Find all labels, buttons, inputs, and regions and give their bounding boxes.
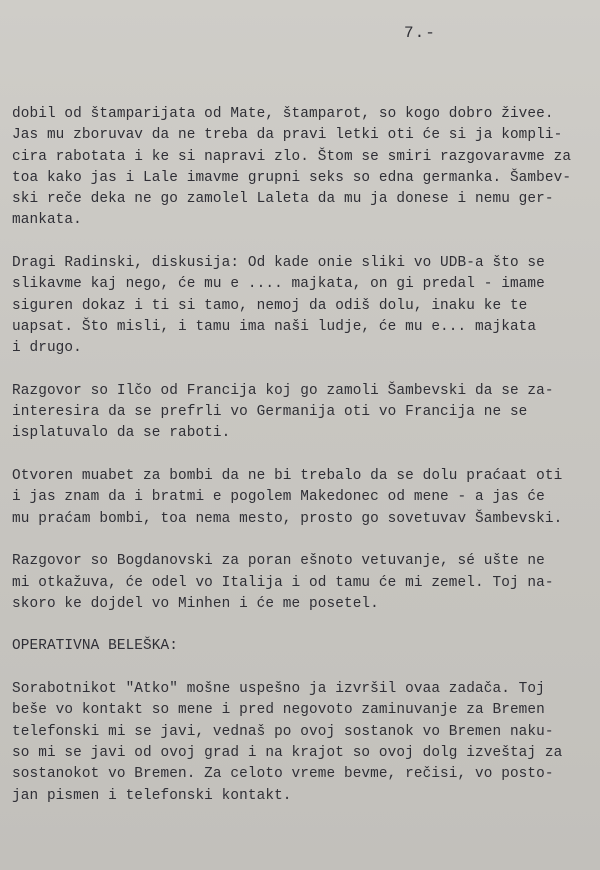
text-line: dobil od štamparijata od Mate, štamparot, so kogo dobro živee. xyxy=(12,106,554,122)
text-line: Razgovor so Ilčo od Francija koj go zamoli Šambevski da se za- xyxy=(12,382,554,399)
paragraph-bogdanovski xyxy=(12,551,597,615)
paragraph-bombi xyxy=(12,466,597,530)
text-line: cira rabotata i ke si napravi zlo. Štom se smiri razgovaravme za xyxy=(12,148,572,165)
text-line: Otvoren muabet za bombi da ne bi trebalo da se dolu praćaat oti xyxy=(12,468,563,485)
text-line: slikavme kaj nego, će mu e .... majkata, on gi predal - imame xyxy=(12,276,545,293)
paragraph-stamparija xyxy=(12,104,597,232)
paragraph-spacer xyxy=(12,658,597,679)
text-line: skoro ke dojdel vo Minhen i će me posetel. xyxy=(12,595,379,612)
text-line: beše vo kontakt so mene i pred negovoto zaminuvanje za Bremen xyxy=(12,702,545,719)
text-line: mankata. xyxy=(12,212,82,229)
paragraph-spacer xyxy=(12,530,597,551)
section-heading: OPERATIVNA BELEŠKA: xyxy=(12,638,178,655)
text-line: i jas znam da i bratmi e pogolem Makedonec od mene - a jas će xyxy=(12,489,545,506)
paragraph-spacer xyxy=(12,232,597,253)
text-line: isplatuvalo da se raboti. xyxy=(12,425,231,442)
paragraph-operativna-beleska xyxy=(12,679,597,807)
text-line: ski reče deka ne go zamolel Laleta da mu ja donese i nemu ger- xyxy=(12,191,554,208)
text-line: uapsat. Što misli, i tamu ima naši ludje, će mu e... majkata xyxy=(12,318,537,335)
text-line: mu praćam bombi, toa nema mesto, prosto go sovetuvav Šambevski. xyxy=(12,510,563,527)
text-line: Jas mu zboruvav da ne treba da pravi letki oti će si ja kompli- xyxy=(12,127,563,144)
text-line: jan pismen i telefonski kontakt. xyxy=(12,787,292,804)
paragraph-spacer xyxy=(12,615,597,636)
text-line: Sorabotnikot "Atko" mošne uspešno ja izvršil ovaa zadača. Toj xyxy=(12,681,545,698)
document-body xyxy=(12,104,597,807)
text-line: sostanokot vo Bremen. Za celoto vreme bevme, rečisi, vo posto- xyxy=(12,766,554,783)
text-line: Dragi Radinski, diskusija: Od kade onie sliki vo UDB-a što se xyxy=(12,255,545,272)
text-line: siguren dokaz i ti si tamo, nemoj da odiš dolu, inaku ke te xyxy=(12,297,528,314)
paragraph-spacer xyxy=(12,445,597,466)
text-line: i drugo. xyxy=(12,340,82,357)
text-line: interesira da se prefrli vo Germanija oti vo Francija ne se xyxy=(12,404,528,421)
text-line: toa kako jas i Lale imavme grupni seks so edna germanka. Šambev- xyxy=(12,169,572,186)
paragraph-radinski xyxy=(12,253,597,359)
paragraph-ilco xyxy=(12,381,597,445)
page-number: 7.- xyxy=(404,24,436,42)
text-line: so mi se javi od ovoj grad i na krajot so ovoj dolg izveštaj za xyxy=(12,744,563,761)
text-line: telefonski mi se javi, vednaš po ovoj sostanok vo Bremen naku- xyxy=(12,723,554,740)
text-line: mi otkažuva, će odel vo Italija i od tamu će mi zemel. Toj na- xyxy=(12,574,554,591)
paragraph-spacer xyxy=(12,360,597,381)
text-line: Razgovor so Bogdanovski za poran ešnoto vetuvanje, sé ušte ne xyxy=(12,553,545,570)
